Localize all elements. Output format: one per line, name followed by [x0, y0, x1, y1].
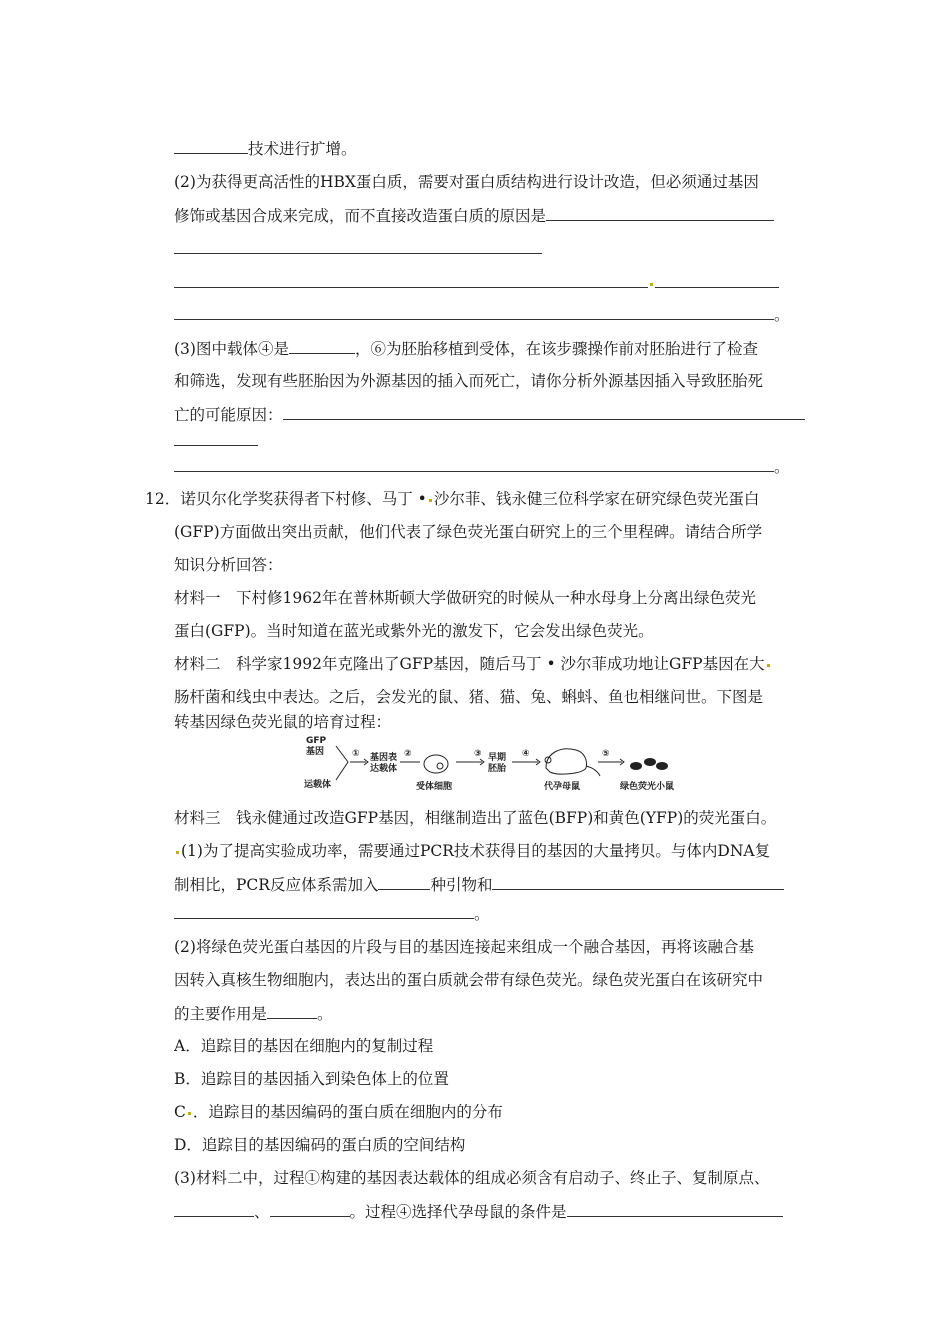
text-segment: (1)为了提高实验成功率，需要通过PCR技术获得目的基因的大量拷贝。与体内DNA复: [181, 842, 771, 860]
answer-blank[interactable]: [174, 430, 258, 446]
text-line: [174, 138, 810, 159]
text-line: [174, 238, 810, 259]
text-segment: 。: [474, 905, 490, 923]
text-segment: 。: [774, 306, 790, 324]
text-segment: 亡的可能原因：: [174, 406, 283, 424]
text-line: [174, 687, 810, 707]
text-line: [174, 712, 810, 732]
text-line: [174, 272, 810, 293]
answer-blank[interactable]: [567, 1201, 783, 1217]
answer-blank[interactable]: [174, 238, 542, 254]
transgenic-mouse-diagram: [300, 732, 720, 792]
text-segment: 种引物和: [430, 876, 493, 894]
text-segment: 因转入真核生物细胞内，表达出的蛋白质就会带有绿色荧光。绿色荧光蛋白在该研究中: [174, 971, 764, 989]
answer-blank[interactable]: [174, 903, 474, 919]
diagram-step-3: ③: [474, 749, 482, 759]
answer-blank[interactable]: [492, 874, 784, 890]
text-segment: ，⑥为胚胎移植到受体，在该步骤操作前对胚胎进行了检查: [354, 340, 758, 358]
text-segment: 沙尔菲、钱永健三位科学家在研究绿色荧光蛋白: [433, 490, 760, 508]
text-segment: (2)将绿色荧光蛋白基因的片段与目的基因连接起来组成一个融合基因，再将该融合基: [174, 938, 754, 956]
diagram-merge-lines: [336, 746, 348, 780]
text-segment: 肠杆菌和线虫中表达。之后，会发光的鼠、猪、猫、兔、蝌蚪、鱼也相继问世。下图是: [174, 688, 764, 706]
text-line: [174, 937, 810, 957]
answer-blank[interactable]: [289, 338, 355, 354]
text-line: [174, 808, 810, 828]
answer-blank[interactable]: [546, 205, 774, 221]
answer-blank[interactable]: [174, 1201, 254, 1217]
text-line: [174, 430, 810, 451]
text-segment: 制相比，PCR反应体系需加入: [174, 876, 379, 894]
text-segment: 诺贝尔化学奖获得者下村修、马丁 •: [180, 490, 427, 508]
text-line: [174, 338, 810, 359]
diagram-nucleus-icon: [437, 763, 443, 769]
text-segment: (GFP)方面做出突出贡献，他们代表了绿色荧光蛋白研究上的三个里程碑。请结合所学: [174, 523, 763, 541]
text-line: [174, 621, 810, 641]
diagram-embryo-label-1: 早期: [488, 753, 507, 763]
text-segment: 材料一 下村修1962年在普林斯顿大学做研究的时候从一种水母身上分离出绿色荧光: [174, 589, 756, 607]
answer-blank[interactable]: [270, 1201, 350, 1217]
option-text: D．追踪目的基因编码的蛋白质的空间结构: [174, 1136, 466, 1154]
text-segment: 的主要作用是: [174, 1005, 268, 1023]
text-segment: 蛋白(GFP)。当时知道在蓝光或紫外光的激发下，它会发出绿色荧光。: [174, 622, 654, 640]
answer-blank[interactable]: [267, 1003, 317, 1019]
text-line: [174, 874, 810, 895]
text-line: [174, 1003, 810, 1024]
text-segment: 。: [774, 458, 790, 476]
answer-blank[interactable]: [174, 304, 774, 320]
text-segment: 技术进行扩增。: [248, 140, 357, 158]
diagram-offspring-label: 绿色荧光小鼠: [620, 782, 675, 792]
stray-dot: [188, 1112, 191, 1115]
text-line: [174, 1201, 810, 1222]
diagram-step-2: ②: [404, 749, 412, 759]
text-segment: (3)材料二中，过程①构建的基因表达载体的组成必须含有启动子、终止子、复制原点、: [174, 1169, 770, 1187]
answer-blank[interactable]: [174, 272, 648, 288]
option-d[interactable]: [174, 1135, 810, 1155]
text-segment: 、: [254, 1203, 270, 1221]
answer-blank[interactable]: [174, 138, 248, 154]
diagram-step-1: ①: [352, 749, 360, 759]
diagram-vector-label: 运载体: [304, 780, 332, 790]
text-line: [174, 404, 810, 425]
stray-dot: [650, 283, 653, 286]
diagram-mouse-tail-icon: [586, 766, 600, 776]
text-line: [174, 172, 810, 192]
text-line: [174, 588, 810, 608]
text-line: [174, 522, 810, 542]
answer-blank[interactable]: [655, 272, 779, 288]
text-line: [174, 555, 810, 575]
text-segment: 修饰或基因合成来完成，而不直接改造蛋白质的原因是: [174, 207, 547, 225]
text-line: [174, 205, 810, 226]
diagram-cell-icon: [424, 755, 448, 773]
text-line: [174, 903, 810, 924]
diagram-mouse-icon: [546, 749, 587, 774]
diagram-small-mouse-icon: [656, 762, 668, 770]
text-segment: 材料三 钱永健通过改造GFP基因，相继制造出了蓝色(BFP)和黄色(YFP)的荧光蛋白。: [174, 809, 777, 827]
text-segment: 材料二 科学家1992年克隆出了GFP基因，随后马丁 • 沙尔菲成功地让GFP基因在大: [174, 655, 765, 673]
diagram-small-mouse-icon: [644, 758, 656, 766]
diagram-step-5: ⑤: [602, 749, 610, 759]
stray-dot: [767, 664, 770, 667]
text-segment: 知识分析回答：: [174, 556, 283, 574]
text-segment: 。过程④选择代孕母鼠的条件是: [349, 1203, 567, 1221]
text-segment: (3)图中载体④是: [174, 340, 289, 358]
option-text: A．追踪目的基因在细胞内的复制过程: [174, 1037, 434, 1055]
answer-blank[interactable]: [174, 456, 774, 472]
diagram-small-mouse-icon: [630, 762, 642, 770]
option-a[interactable]: [174, 1036, 810, 1056]
text-segment: 转基因绿色荧光鼠的培育过程：: [174, 713, 392, 731]
text-segment: (2)为获得更高活性的HBX蛋白质，需要对蛋白质结构进行设计改造，但必须通过基因: [174, 173, 759, 191]
option-text: C: [174, 1103, 186, 1121]
text-line: [174, 841, 810, 861]
diagram-recipient-label: 受体细胞: [416, 782, 453, 792]
question-12-line: [145, 489, 810, 509]
option-text: ．追踪目的基因编码的蛋白质在细胞内的分布: [192, 1103, 503, 1121]
answer-blank[interactable]: [283, 404, 805, 420]
text-line: [174, 970, 810, 990]
text-line: [174, 304, 810, 325]
diagram-gene-label: 基因: [306, 747, 325, 757]
text-line: [174, 654, 810, 674]
text-segment: 和筛选，发现有些胚胎因为外源基因的插入而死亡，请你分析外源基因插入导致胚胎死: [174, 372, 764, 390]
diagram-gfp-label: GFP: [306, 736, 327, 746]
stray-dot: [176, 851, 179, 854]
diagram-step-4: ④: [522, 749, 530, 759]
text-segment: 。: [317, 1005, 333, 1023]
option-b[interactable]: [174, 1069, 810, 1089]
option-text: B．追踪目的基因插入到染色体上的位置: [174, 1070, 449, 1088]
text-line: [174, 371, 810, 391]
text-line: [174, 1168, 810, 1188]
diagram-expr-label-1: 基因表: [370, 753, 398, 763]
stray-dot: [429, 499, 432, 502]
diagram-surrogate-label: 代孕母鼠: [544, 782, 581, 792]
text-line: [174, 456, 810, 477]
question-number: 12．: [145, 490, 181, 508]
answer-blank[interactable]: [378, 874, 430, 890]
diagram-expr-label-2: 达载体: [370, 764, 398, 774]
option-c[interactable]: [174, 1102, 810, 1122]
diagram-embryo-label-2: 胚胎: [488, 764, 507, 774]
